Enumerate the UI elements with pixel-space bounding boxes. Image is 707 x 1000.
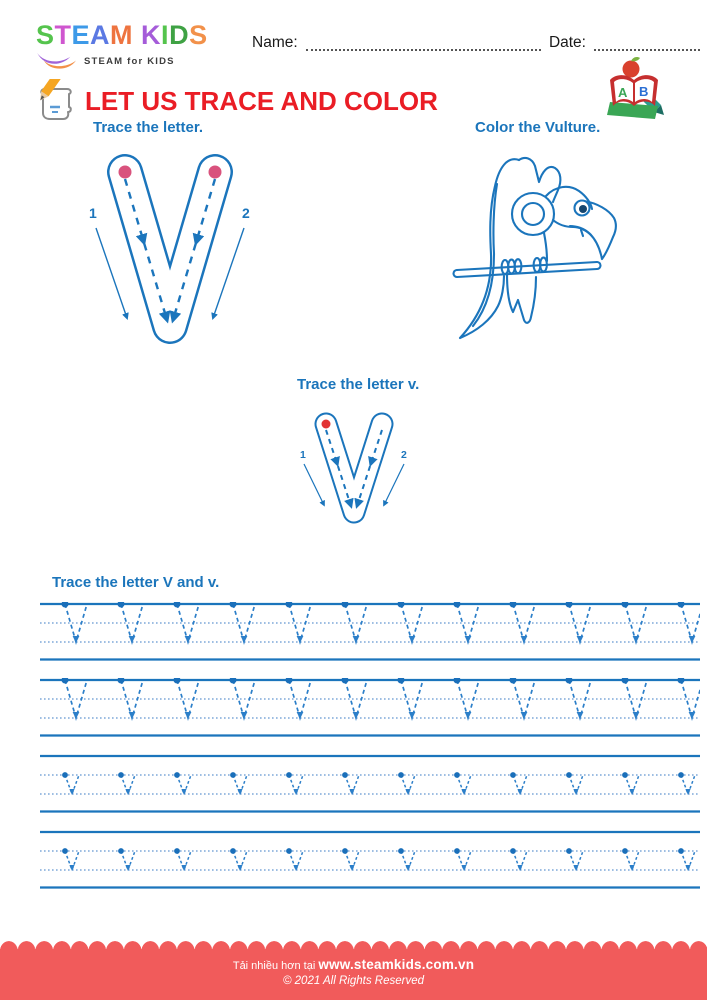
logo-letter: A <box>90 20 111 50</box>
date-input-line[interactable] <box>594 32 700 51</box>
title-row <box>33 79 438 123</box>
footer-copyright: © 2021 All Rights Reserved <box>282 975 424 987</box>
page-title: LET US TRACE AND COLOR <box>85 85 438 116</box>
logo-letter <box>133 20 141 50</box>
name-date-row <box>252 32 700 51</box>
apple-icon <box>623 61 640 78</box>
practice-heading: Trace the letter V and v. <box>52 574 220 591</box>
stroke-number-2: 2 <box>242 205 250 221</box>
direction-arrow-2 <box>213 228 244 318</box>
logo-subtitle-row <box>36 50 208 69</box>
practice-rows <box>40 602 700 890</box>
book-letter-a: A <box>618 85 628 100</box>
start-dot-1 <box>119 166 132 179</box>
logo-letter: D <box>169 20 190 50</box>
direction-arrow-2 <box>384 464 404 505</box>
start-dot-1 <box>322 420 331 429</box>
practice-row-lower <box>40 830 700 890</box>
logo-letter: T <box>54 20 72 50</box>
abc-book-icon <box>606 56 666 122</box>
practice-row-upper <box>40 602 700 662</box>
name-input-line[interactable] <box>306 32 541 51</box>
logo-letter: K <box>141 20 162 50</box>
footer <box>0 950 707 1000</box>
practice-row-upper <box>40 678 700 738</box>
steam-kids-logo <box>36 22 208 69</box>
trace-lowercase-heading: Trace the letter v. <box>297 376 420 393</box>
footer-url: www.steamkids.com.vn <box>318 957 475 972</box>
logo-swoosh-icon <box>36 52 80 69</box>
pencil-paper-icon <box>33 79 77 123</box>
footer-download-text: Tải nhiều hơn tại <box>232 960 316 972</box>
book-letter-b: B <box>639 84 649 99</box>
direction-arrow-1 <box>304 464 324 505</box>
trace-uppercase-v-diagram <box>80 146 260 351</box>
logo-subtitle: STEAM for KIDS <box>84 56 175 67</box>
open-book-icon <box>610 75 658 106</box>
logo-wordmark <box>36 22 208 49</box>
stroke-number-1: 1 <box>89 205 97 221</box>
practice-row-lower <box>40 754 700 814</box>
perch-stick <box>457 262 597 277</box>
stroke-number-1: 1 <box>300 449 306 461</box>
stroke-number-2: 2 <box>401 449 407 461</box>
direction-arrow-1 <box>96 228 127 318</box>
date-label: Date: <box>548 33 586 51</box>
name-label: Name: <box>252 33 298 51</box>
logo-letter: I <box>161 20 170 50</box>
trace-lowercase-v-diagram <box>298 406 410 532</box>
logo-letter: S <box>189 20 208 50</box>
logo-letter: M <box>110 20 134 50</box>
vulture-drawing <box>445 148 660 353</box>
color-vulture-heading: Color the Vulture. <box>475 119 601 136</box>
start-dot-2 <box>209 166 222 179</box>
logo-letter: E <box>71 20 91 50</box>
logo-letter: S <box>36 20 55 50</box>
trace-letter-heading: Trace the letter. <box>93 119 204 136</box>
